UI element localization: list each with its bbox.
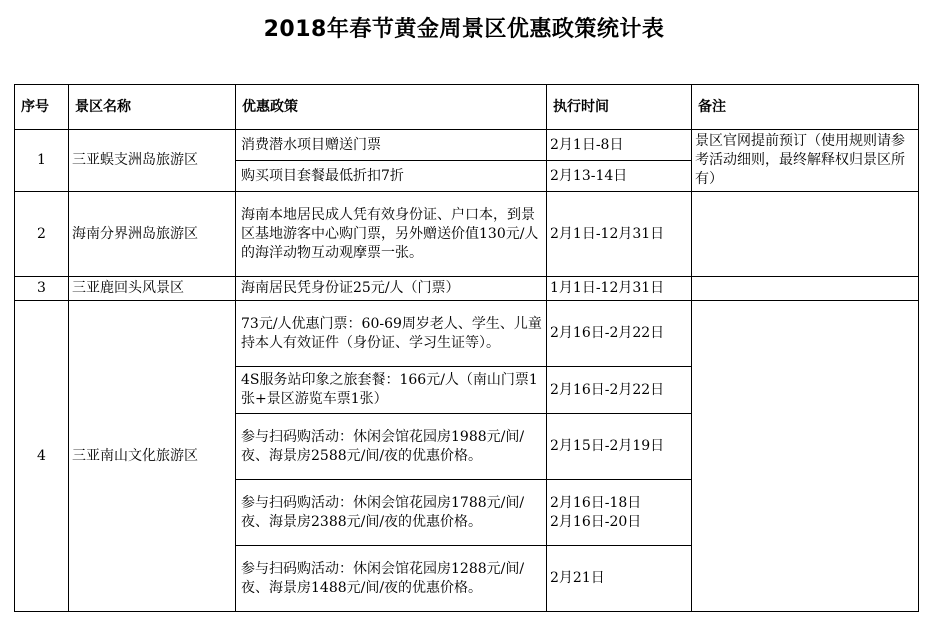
time-cell: 2月16日-2月22日	[547, 367, 692, 414]
table-row	[15, 301, 919, 367]
time-cell: 2月21日	[547, 546, 692, 612]
policy-cell: 73元/人优惠门票：60-69周岁老人、学生、儿童持本人有效证件（身份证、学习生证等）。	[236, 301, 547, 367]
time-cell: 2月1日-12月31日	[547, 192, 692, 277]
policy-cell: 参与扫码购活动：休闲会馆花园房1788元/间/夜、海景房2388元/间/夜的优惠价格。	[236, 480, 547, 546]
policy-cell: 海南居民凭身份证25元/人（门票）	[236, 277, 547, 301]
note-cell: 景区官网提前预订（使用规则请参考活动细则，最终解释权归景区所有）	[692, 130, 919, 192]
table-row	[15, 192, 919, 277]
policy-cell: 参与扫码购活动：休闲会馆花园房1988元/间/夜、海景房2588元/间/夜的优惠价格。	[236, 414, 547, 480]
time-line: 2月16日-18日	[550, 494, 642, 511]
policy-cell: 海南本地居民成人凭有效身份证、户口本，到景区基地游客中心购门票，另外赠送价值130元/人的海洋动物互动观摩票一张。	[236, 192, 547, 277]
time-cell: 2月16日-2月22日	[547, 301, 692, 367]
policy-cell: 4S服务站印象之旅套餐：166元/人（南山门票1张+景区游览车票1张）	[236, 367, 547, 414]
time-line: 2月16日-20日	[550, 513, 642, 530]
note-cell	[692, 301, 919, 612]
time-cell	[547, 480, 692, 546]
table-row	[15, 130, 919, 161]
discount-policy-table	[14, 84, 919, 612]
header-policy: 优惠政策	[236, 85, 547, 130]
row-number: 1	[15, 130, 69, 192]
table-row	[15, 277, 919, 301]
table-header-row	[15, 85, 919, 130]
note-cell	[692, 192, 919, 277]
header-scenic-name: 景区名称	[69, 85, 236, 130]
policy-cell: 购买项目套餐最低折扣7折	[236, 161, 547, 192]
row-number: 2	[15, 192, 69, 277]
page-title: 2018年春节黄金周景区优惠政策统计表	[263, 17, 665, 42]
policy-cell: 消费潜水项目赠送门票	[236, 130, 547, 161]
time-cell: 2月1日-8日	[547, 130, 692, 161]
scenic-name: 三亚南山文化旅游区	[69, 301, 236, 612]
header-time: 执行时间	[547, 85, 692, 130]
scenic-name: 三亚鹿回头风景区	[69, 277, 236, 301]
header-no: 序号	[15, 85, 69, 130]
time-cell: 2月15日-2月19日	[547, 414, 692, 480]
time-cell: 1月1日-12月31日	[547, 277, 692, 301]
policy-cell: 参与扫码购活动：休闲会馆花园房1288元/间/夜、海景房1488元/间/夜的优惠价格。	[236, 546, 547, 612]
time-cell: 2月13-14日	[547, 161, 692, 192]
scenic-name: 海南分界洲岛旅游区	[69, 192, 236, 277]
row-number: 3	[15, 277, 69, 301]
scenic-name: 三亚蜈支洲岛旅游区	[69, 130, 236, 192]
header-note: 备注	[692, 85, 919, 130]
note-cell	[692, 277, 919, 301]
row-number: 4	[15, 301, 69, 612]
